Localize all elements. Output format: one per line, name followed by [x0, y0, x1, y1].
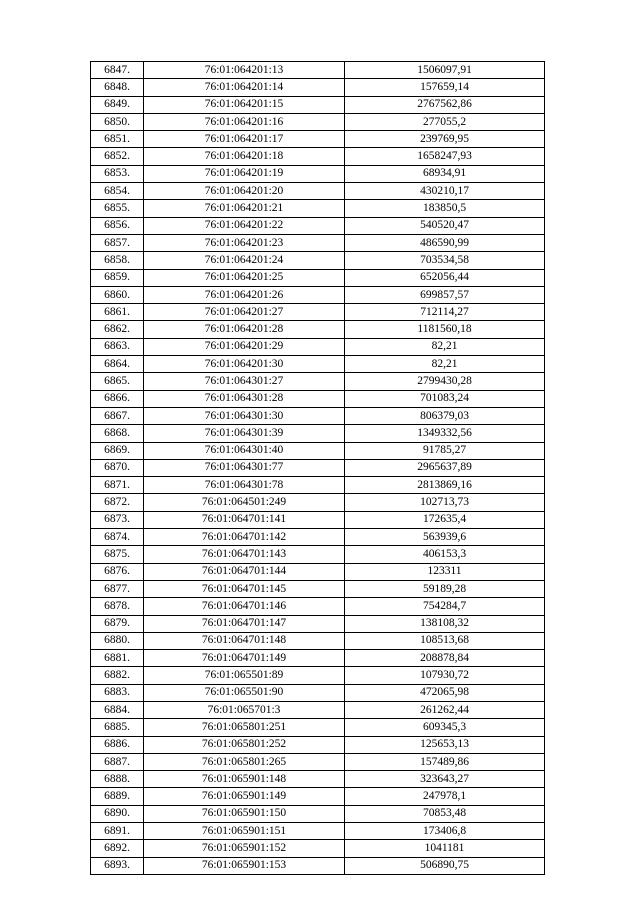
table-row: [91, 234, 545, 251]
cadastral-value-cell: 108513,68: [345, 632, 545, 649]
row-number-cell: 6852.: [91, 148, 144, 165]
cadastral-number-cell: 76:01:064301:30: [144, 407, 345, 424]
cadastral-number-cell: 76:01:064701:146: [144, 598, 345, 615]
row-number-cell: 6888.: [91, 771, 144, 788]
cadastral-value-cell: 125653,13: [345, 736, 545, 753]
cadastral-value-cell: 172635,4: [345, 511, 545, 528]
row-number-cell: 6885.: [91, 719, 144, 736]
table-body: [91, 62, 545, 875]
table-row: [91, 217, 545, 234]
table-row: [91, 96, 545, 113]
cadastral-number-cell: 76:01:065801:251: [144, 719, 345, 736]
cadastral-number-cell: 76:01:065801:252: [144, 736, 345, 753]
cadastral-number-cell: 76:01:065701:3: [144, 701, 345, 718]
cadastral-number-cell: 76:01:064201:18: [144, 148, 345, 165]
row-number-cell: 6886.: [91, 736, 144, 753]
cadastral-value-cell: 2799430,28: [345, 373, 545, 390]
cadastral-number-cell: 76:01:064201:15: [144, 96, 345, 113]
cadastral-value-cell: 68934,91: [345, 165, 545, 182]
row-number-cell: 6881.: [91, 650, 144, 667]
table-row: [91, 390, 545, 407]
row-number-cell: 6893.: [91, 857, 144, 874]
table-row: [91, 425, 545, 442]
table-row: [91, 736, 545, 753]
cadastral-value-cell: 430210,17: [345, 183, 545, 200]
table-row: [91, 632, 545, 649]
table-row: [91, 684, 545, 701]
row-number-cell: 6879.: [91, 615, 144, 632]
cadastral-number-cell: 76:01:064701:143: [144, 546, 345, 563]
cadastral-number-cell: 76:01:064701:147: [144, 615, 345, 632]
cadastral-value-cell: 712114,27: [345, 304, 545, 321]
cadastral-value-cell: 70853,48: [345, 805, 545, 822]
row-number-cell: 6851.: [91, 131, 144, 148]
cadastral-number-cell: 76:01:065901:152: [144, 840, 345, 857]
cadastral-value-cell: 2767562,86: [345, 96, 545, 113]
row-number-cell: 6847.: [91, 62, 144, 79]
row-number-cell: 6854.: [91, 183, 144, 200]
cadastral-number-cell: 76:01:064301:39: [144, 425, 345, 442]
table-row: [91, 113, 545, 130]
table-row: [91, 407, 545, 424]
table-row: [91, 165, 545, 182]
table-row: [91, 321, 545, 338]
table-row: [91, 823, 545, 840]
table-row: [91, 62, 545, 79]
cadastral-number-cell: 76:01:064201:26: [144, 286, 345, 303]
cadastral-value-cell: 609345,3: [345, 719, 545, 736]
table-row: [91, 148, 545, 165]
table-row: [91, 857, 545, 874]
row-number-cell: 6864.: [91, 356, 144, 373]
row-number-cell: 6870.: [91, 459, 144, 476]
row-number-cell: 6872.: [91, 494, 144, 511]
cadastral-value-cell: 208878,84: [345, 650, 545, 667]
row-number-cell: 6871.: [91, 477, 144, 494]
table-row: [91, 304, 545, 321]
table-row: [91, 753, 545, 770]
row-number-cell: 6883.: [91, 684, 144, 701]
cadastral-value-cell: 157659,14: [345, 79, 545, 96]
cadastral-number-cell: 76:01:064201:23: [144, 234, 345, 251]
table-row: [91, 667, 545, 684]
cadastral-value-cell: 107930,72: [345, 667, 545, 684]
cadastral-number-cell: 76:01:065501:89: [144, 667, 345, 684]
table-row: [91, 701, 545, 718]
cadastral-value-cell: 406153,3: [345, 546, 545, 563]
cadastral-value-cell: 261262,44: [345, 701, 545, 718]
cadastral-value-cell: 652056,44: [345, 269, 545, 286]
table-row: [91, 580, 545, 597]
row-number-cell: 6853.: [91, 165, 144, 182]
cadastral-number-cell: 76:01:065901:149: [144, 788, 345, 805]
cadastral-value-cell: 1181560,18: [345, 321, 545, 338]
row-number-cell: 6859.: [91, 269, 144, 286]
cadastral-value-cell: 1041181: [345, 840, 545, 857]
table-row: [91, 79, 545, 96]
cadastral-value-cell: 754284,7: [345, 598, 545, 615]
cadastral-value-cell: 2813869,16: [345, 477, 545, 494]
table-row: [91, 252, 545, 269]
cadastral-number-cell: 76:01:064201:28: [144, 321, 345, 338]
row-number-cell: 6850.: [91, 113, 144, 130]
cadastral-value-cell: 486590,99: [345, 234, 545, 251]
cadastral-value-cell: 1349332,56: [345, 425, 545, 442]
cadastral-number-cell: 76:01:065501:90: [144, 684, 345, 701]
row-number-cell: 6865.: [91, 373, 144, 390]
cadastral-number-cell: 76:01:064201:24: [144, 252, 345, 269]
row-number-cell: 6873.: [91, 511, 144, 528]
table-row: [91, 805, 545, 822]
table-row: [91, 598, 545, 615]
cadastral-value-cell: 506890,75: [345, 857, 545, 874]
row-number-cell: 6878.: [91, 598, 144, 615]
row-number-cell: 6891.: [91, 823, 144, 840]
table-row: [91, 269, 545, 286]
cadastral-number-cell: 76:01:065901:150: [144, 805, 345, 822]
row-number-cell: 6857.: [91, 234, 144, 251]
cadastral-value-cell: 91785,27: [345, 442, 545, 459]
row-number-cell: 6855.: [91, 200, 144, 217]
row-number-cell: 6860.: [91, 286, 144, 303]
cadastral-value-cell: 1658247,93: [345, 148, 545, 165]
cadastral-number-cell: 76:01:064701:148: [144, 632, 345, 649]
row-number-cell: 6849.: [91, 96, 144, 113]
cadastral-number-cell: 76:01:064301:28: [144, 390, 345, 407]
table-row: [91, 286, 545, 303]
cadastral-value-cell: 247978,1: [345, 788, 545, 805]
cadastral-number-cell: 76:01:064701:149: [144, 650, 345, 667]
row-number-cell: 6863.: [91, 338, 144, 355]
row-number-cell: 6889.: [91, 788, 144, 805]
cadastral-value-cell: 699857,57: [345, 286, 545, 303]
cadastral-number-cell: 76:01:064201:19: [144, 165, 345, 182]
row-number-cell: 6867.: [91, 407, 144, 424]
cadastral-value-cell: 1506097,91: [345, 62, 545, 79]
cadastral-value-cell: 563939,6: [345, 529, 545, 546]
row-number-cell: 6869.: [91, 442, 144, 459]
cadastral-number-cell: 76:01:064501:249: [144, 494, 345, 511]
cadastral-value-cell: 2965637,89: [345, 459, 545, 476]
table-row: [91, 494, 545, 511]
cadastral-number-cell: 76:01:064201:16: [144, 113, 345, 130]
table-row: [91, 771, 545, 788]
table-row: [91, 615, 545, 632]
cadastral-value-cell: 277055,2: [345, 113, 545, 130]
cadastral-value-cell: 82,21: [345, 338, 545, 355]
table-row: [91, 788, 545, 805]
cadastral-value-cell: 59189,28: [345, 580, 545, 597]
cadastral-value-cell: 323643,27: [345, 771, 545, 788]
cadastral-number-cell: 76:01:064201:17: [144, 131, 345, 148]
row-number-cell: 6868.: [91, 425, 144, 442]
cadastral-number-cell: 76:01:064201:29: [144, 338, 345, 355]
cadastral-number-cell: 76:01:065901:148: [144, 771, 345, 788]
cadastral-value-cell: 183850,5: [345, 200, 545, 217]
table-row: [91, 840, 545, 857]
cadastral-number-cell: 76:01:064201:30: [144, 356, 345, 373]
cadastral-value-cell: 806379,03: [345, 407, 545, 424]
cadastral-number-cell: 76:01:065901:153: [144, 857, 345, 874]
cadastral-number-cell: 76:01:064201:13: [144, 62, 345, 79]
table-row: [91, 650, 545, 667]
table-row: [91, 719, 545, 736]
cadastral-number-cell: 76:01:064701:142: [144, 529, 345, 546]
row-number-cell: 6874.: [91, 529, 144, 546]
cadastral-value-cell: 239769,95: [345, 131, 545, 148]
table-row: [91, 442, 545, 459]
table-row: [91, 546, 545, 563]
cadastral-value-cell: 540520,47: [345, 217, 545, 234]
row-number-cell: 6862.: [91, 321, 144, 338]
cadastral-number-cell: 76:01:064201:25: [144, 269, 345, 286]
cadastral-number-cell: 76:01:065801:265: [144, 753, 345, 770]
row-number-cell: 6892.: [91, 840, 144, 857]
cadastral-value-cell: 82,21: [345, 356, 545, 373]
row-number-cell: 6890.: [91, 805, 144, 822]
cadastral-value-cell: 703534,58: [345, 252, 545, 269]
table-row: [91, 511, 545, 528]
cadastral-number-cell: 76:01:064301:40: [144, 442, 345, 459]
cadastral-value-cell: 123311: [345, 563, 545, 580]
cadastral-number-cell: 76:01:064201:14: [144, 79, 345, 96]
cadastral-value-cell: 138108,32: [345, 615, 545, 632]
table-row: [91, 183, 545, 200]
cadastral-number-cell: 76:01:064701:141: [144, 511, 345, 528]
cadastral-number-cell: 76:01:064201:20: [144, 183, 345, 200]
row-number-cell: 6884.: [91, 701, 144, 718]
row-number-cell: 6876.: [91, 563, 144, 580]
cadastral-number-cell: 76:01:064201:22: [144, 217, 345, 234]
cadastral-number-cell: 76:01:064201:21: [144, 200, 345, 217]
row-number-cell: 6848.: [91, 79, 144, 96]
row-number-cell: 6880.: [91, 632, 144, 649]
table-row: [91, 477, 545, 494]
row-number-cell: 6861.: [91, 304, 144, 321]
table-row: [91, 459, 545, 476]
cadastral-value-cell: 701083,24: [345, 390, 545, 407]
cadastral-value-cell: 102713,73: [345, 494, 545, 511]
cadastral-value-cell: 157489,86: [345, 753, 545, 770]
cadastral-number-cell: 76:01:064301:78: [144, 477, 345, 494]
row-number-cell: 6882.: [91, 667, 144, 684]
cadastral-number-cell: 76:01:064301:77: [144, 459, 345, 476]
row-number-cell: 6877.: [91, 580, 144, 597]
cadastral-value-cell: 472065,98: [345, 684, 545, 701]
table-row: [91, 356, 545, 373]
table-row: [91, 373, 545, 390]
cadastral-value-table: [90, 61, 545, 875]
cadastral-value-cell: 173406,8: [345, 823, 545, 840]
cadastral-number-cell: 76:01:065901:151: [144, 823, 345, 840]
table-row: [91, 529, 545, 546]
cadastral-number-cell: 76:01:064201:27: [144, 304, 345, 321]
table-row: [91, 338, 545, 355]
table-row: [91, 131, 545, 148]
table-row: [91, 563, 545, 580]
table-row: [91, 200, 545, 217]
row-number-cell: 6866.: [91, 390, 144, 407]
cadastral-number-cell: 76:01:064301:27: [144, 373, 345, 390]
cadastral-number-cell: 76:01:064701:145: [144, 580, 345, 597]
row-number-cell: 6858.: [91, 252, 144, 269]
row-number-cell: 6856.: [91, 217, 144, 234]
cadastral-number-cell: 76:01:064701:144: [144, 563, 345, 580]
row-number-cell: 6887.: [91, 753, 144, 770]
row-number-cell: 6875.: [91, 546, 144, 563]
